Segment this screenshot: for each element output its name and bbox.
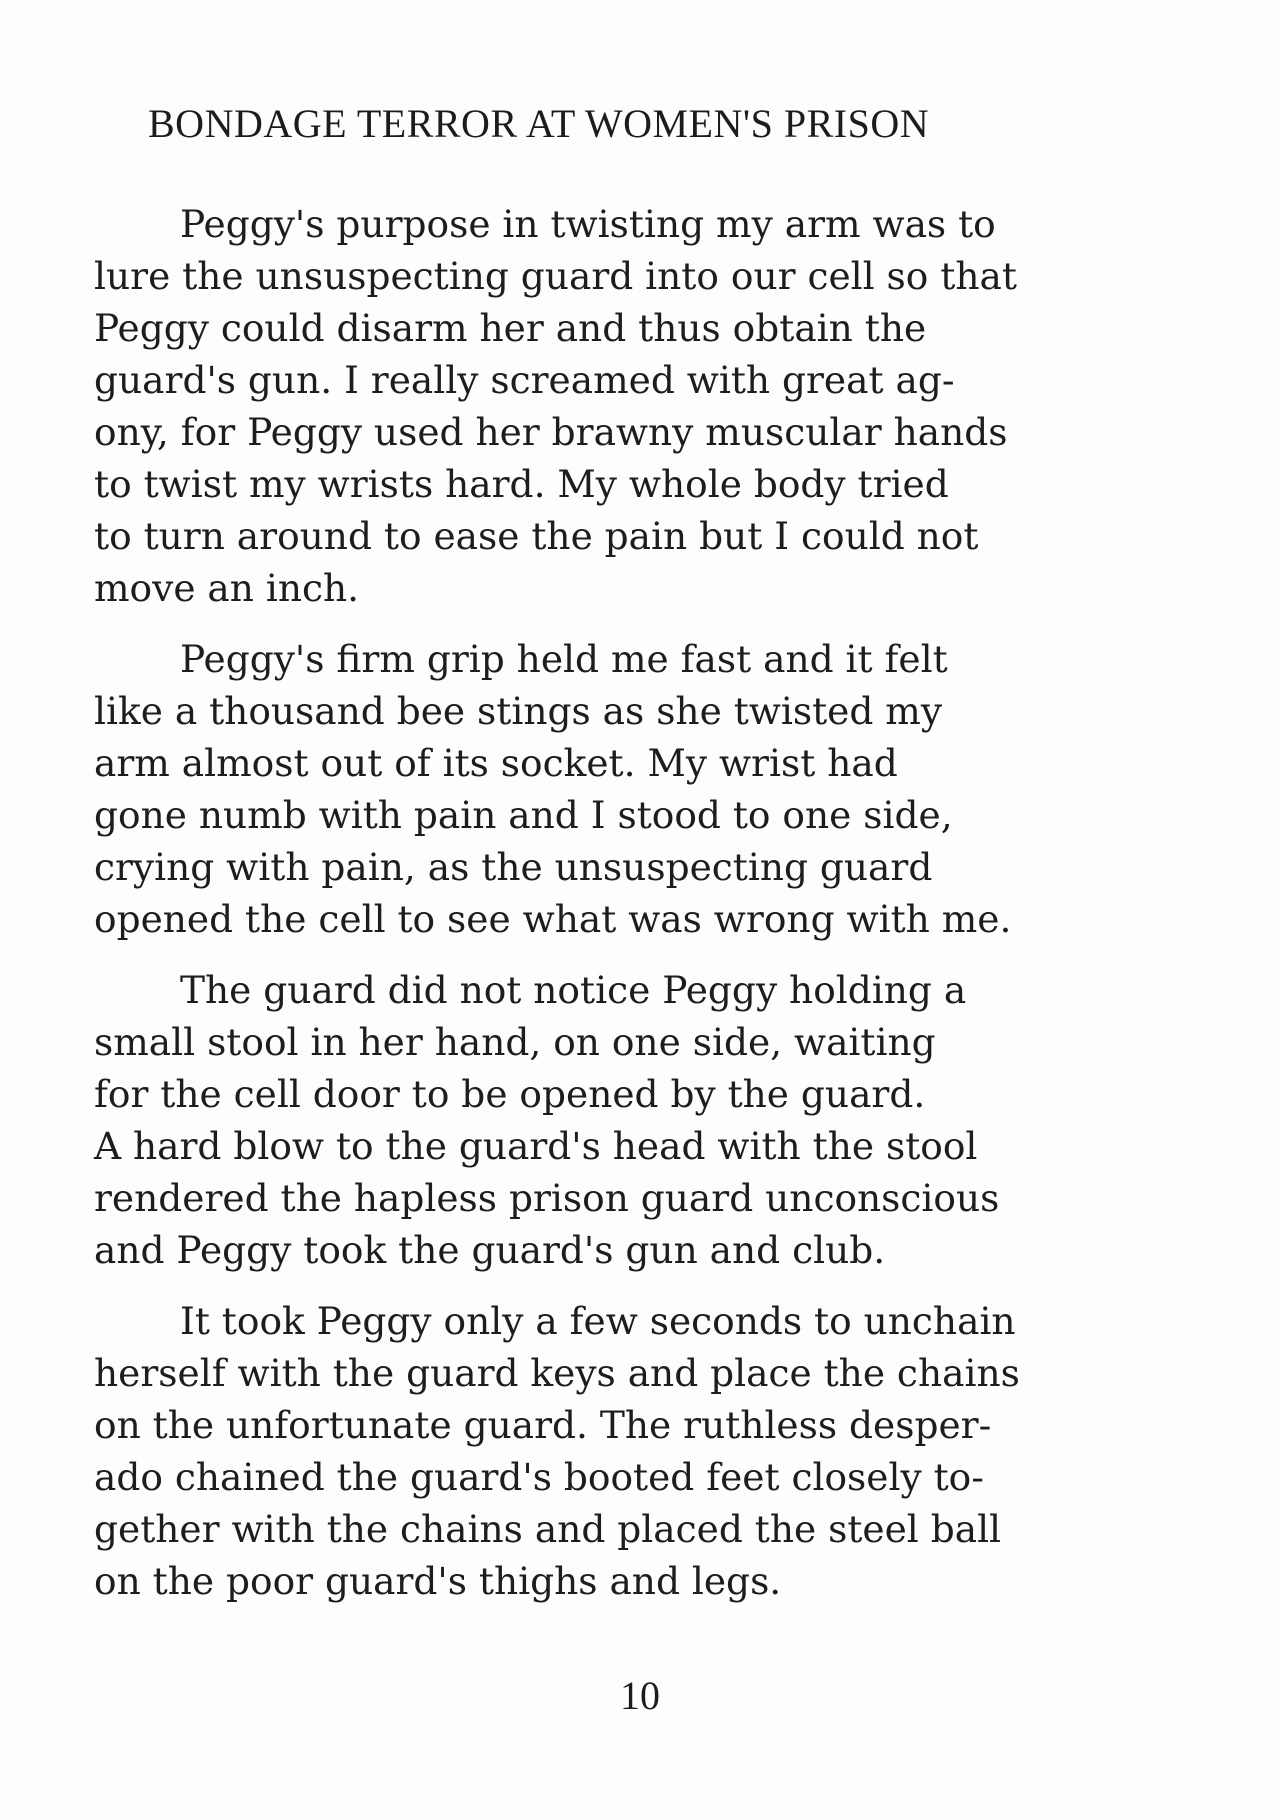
- text-line: crying with pain, as the unsuspecting guard: [94, 845, 933, 889]
- text-line: rendered the hapless prison guard unconscious: [94, 1176, 1000, 1220]
- text-line: ado chained the guard's booted feet closely to-: [94, 1455, 984, 1499]
- text-line: ony, for Peggy used her brawny muscular hands: [94, 410, 1008, 454]
- running-head: BONDAGE TERROR AT WOMEN'S PRISON: [148, 101, 930, 146]
- text-line: The guard did not notice Peggy holding a: [180, 968, 967, 1012]
- text-line: to turn around to ease the pain but I could not: [94, 514, 979, 558]
- text-line: Peggy could disarm her and thus obtain the: [94, 306, 927, 350]
- page-number: 10: [620, 1673, 660, 1718]
- text-line: move an inch.: [94, 566, 360, 610]
- text-line: herself with the guard keys and place the chains: [94, 1351, 1020, 1395]
- paragraph: [94, 1295, 1194, 1607]
- text-line: It took Peggy only a few seconds to unchain: [180, 1299, 1016, 1343]
- text-line: arm almost out of its socket. My wrist had: [94, 741, 898, 785]
- text-line: to twist my wrists hard. My whole body tried: [94, 462, 949, 506]
- text-line: small stool in her hand, on one side, waiting: [94, 1020, 936, 1064]
- text-line: for the cell door to be opened by the guard.: [94, 1072, 926, 1116]
- text-line: gone numb with pain and I stood to one side,: [94, 793, 953, 837]
- paragraph: [94, 964, 1194, 1276]
- text-line: like a thousand bee stings as she twisted my: [94, 689, 943, 733]
- text-line: opened the cell to see what was wrong with me.: [94, 897, 1012, 941]
- text-line: on the unfortunate guard. The ruthless desper-: [94, 1403, 992, 1447]
- text-line: Peggy's purpose in twisting my arm was to: [180, 202, 996, 246]
- text-line: A hard blow to the guard's head with the stool: [94, 1124, 978, 1168]
- text-line: on the poor guard's thighs and legs.: [94, 1559, 782, 1603]
- paragraph: [94, 198, 1194, 614]
- text-line: lure the unsuspecting guard into our cell so that: [94, 254, 1017, 298]
- paragraph: [94, 633, 1194, 945]
- text-line: guard's gun. I really screamed with great ag-: [94, 358, 955, 402]
- text-line: gether with the chains and placed the steel ball: [94, 1507, 1002, 1551]
- text-line: Peggy's firm grip held me fast and it felt: [180, 637, 948, 681]
- text-line: and Peggy took the guard's gun and club.: [94, 1228, 886, 1272]
- body-text: [94, 198, 1194, 1626]
